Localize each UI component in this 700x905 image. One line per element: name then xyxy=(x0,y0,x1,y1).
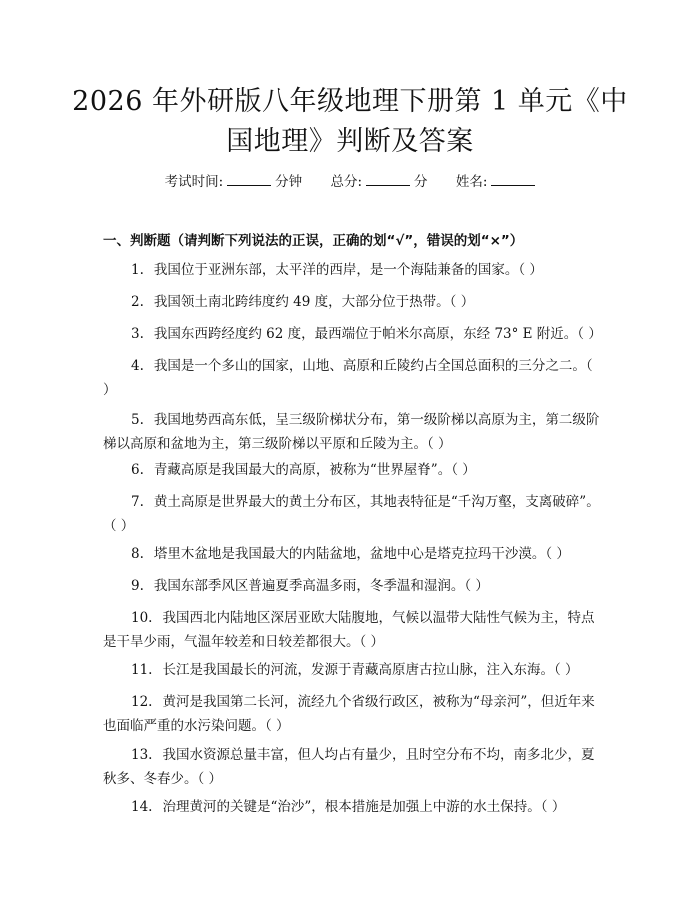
question-text: 治理黄河的关键是“治沙”，根本措施是加强上中游的水土保持。（ ） xyxy=(162,799,566,815)
question-text: 我国东部季风区普遍夏季高温多雨，冬季温和湿润。（ ） xyxy=(153,578,489,594)
question-text: 我国西北内陆地区深居亚欧大陆腹地，气候以温带大陆性气候为主，特点是干旱少雨，气温年较差和日较差都很大。（ ） xyxy=(103,610,595,650)
question-number: 6. xyxy=(131,462,144,478)
question-number: 14. xyxy=(131,799,153,815)
question-number: 12. xyxy=(131,694,153,710)
question-number: 8. xyxy=(131,546,144,562)
question-number: 1. xyxy=(131,262,144,278)
question-text: 我国领土南北跨纬度约 49 度，大部分位于热带。（ ） xyxy=(153,294,475,310)
question-item xyxy=(103,542,603,566)
exam-name xyxy=(456,170,536,190)
time-unit: 分钟 xyxy=(275,174,303,190)
question-item xyxy=(103,258,603,282)
question-text: 我国是一个多山的国家，山地、高原和丘陵约占全国总面积的三分之二。（ ） xyxy=(103,358,593,398)
question-item xyxy=(103,574,603,598)
question-item xyxy=(103,354,603,402)
exam-info xyxy=(0,170,700,190)
document-title xyxy=(60,82,640,162)
question-text: 青藏高原是我国最大的高原，被称为“世界屋脊”。（ ） xyxy=(153,462,476,478)
question-number: 5. xyxy=(131,412,144,428)
question-text: 我国东西跨经度约 62 度，最西端位于帕米尔高原，东经 73° E 附近。（ ） xyxy=(153,326,602,342)
title-line-2: 国地理》判断及答案 xyxy=(226,126,474,157)
question-number: 9. xyxy=(131,578,144,594)
exam-time xyxy=(165,170,303,190)
question-number: 3. xyxy=(131,326,144,342)
question-text: 我国位于亚洲东部，太平洋的西岸，是一个海陆兼备的国家。（ ） xyxy=(153,262,543,278)
question-number: 13. xyxy=(131,747,153,763)
exam-score xyxy=(330,170,427,190)
question-item xyxy=(103,658,603,682)
question-text: 长江是我国最长的河流，发源于青藏高原唐古拉山脉，注入东海。（ ） xyxy=(162,662,579,678)
question-item xyxy=(103,743,603,791)
time-blank xyxy=(227,173,271,186)
question-text: 我国地势西高东低，呈三级阶梯状分布，第一级阶梯以高原为主，第二级阶梯以高原和盆地为主，第三级阶梯以平原和丘陵为主。（ ） xyxy=(103,412,600,452)
question-text: 黄河是我国第二长河，流经九个省级行政区，被称为“母亲河”，但近年来也面临严重的水污染问题。（ ） xyxy=(103,694,595,734)
question-text: 黄土高原是世界最大的黄土分布区，其地表特征是“千沟万壑，支离破碎”。（ ） xyxy=(103,494,600,534)
question-number: 11. xyxy=(131,662,153,678)
question-item xyxy=(103,490,603,538)
question-item xyxy=(103,795,603,819)
question-item xyxy=(103,290,603,314)
question-number: 2. xyxy=(131,294,144,310)
time-label: 考试时间: xyxy=(164,174,224,190)
question-item xyxy=(103,606,603,654)
question-item xyxy=(103,322,603,346)
question-item xyxy=(103,690,603,738)
question-item xyxy=(103,458,603,482)
question-number: 10. xyxy=(131,610,153,626)
question-text: 塔里木盆地是我国最大的内陆盆地，盆地中心是塔克拉玛干沙漠。（ ） xyxy=(153,546,570,562)
name-blank xyxy=(491,173,535,186)
question-item xyxy=(103,408,603,456)
question-text: 我国水资源总量丰富，但人均占有量少，且时空分布不均，南多北少，夏秋多、冬春少。（ ） xyxy=(103,747,595,787)
score-unit: 分 xyxy=(414,174,428,190)
question-number: 7. xyxy=(131,494,144,510)
title-line-1: 2026 年外研版八年级地理下册第 1 单元《中 xyxy=(72,86,628,117)
question-number: 4. xyxy=(131,358,144,374)
score-label: 总分: xyxy=(330,174,363,190)
score-blank xyxy=(366,173,410,186)
section-heading: 一、判断题（请判断下列说法的正误，正确的划“√”，错误的划“×”） xyxy=(103,233,524,249)
name-label: 姓名: xyxy=(455,174,488,190)
